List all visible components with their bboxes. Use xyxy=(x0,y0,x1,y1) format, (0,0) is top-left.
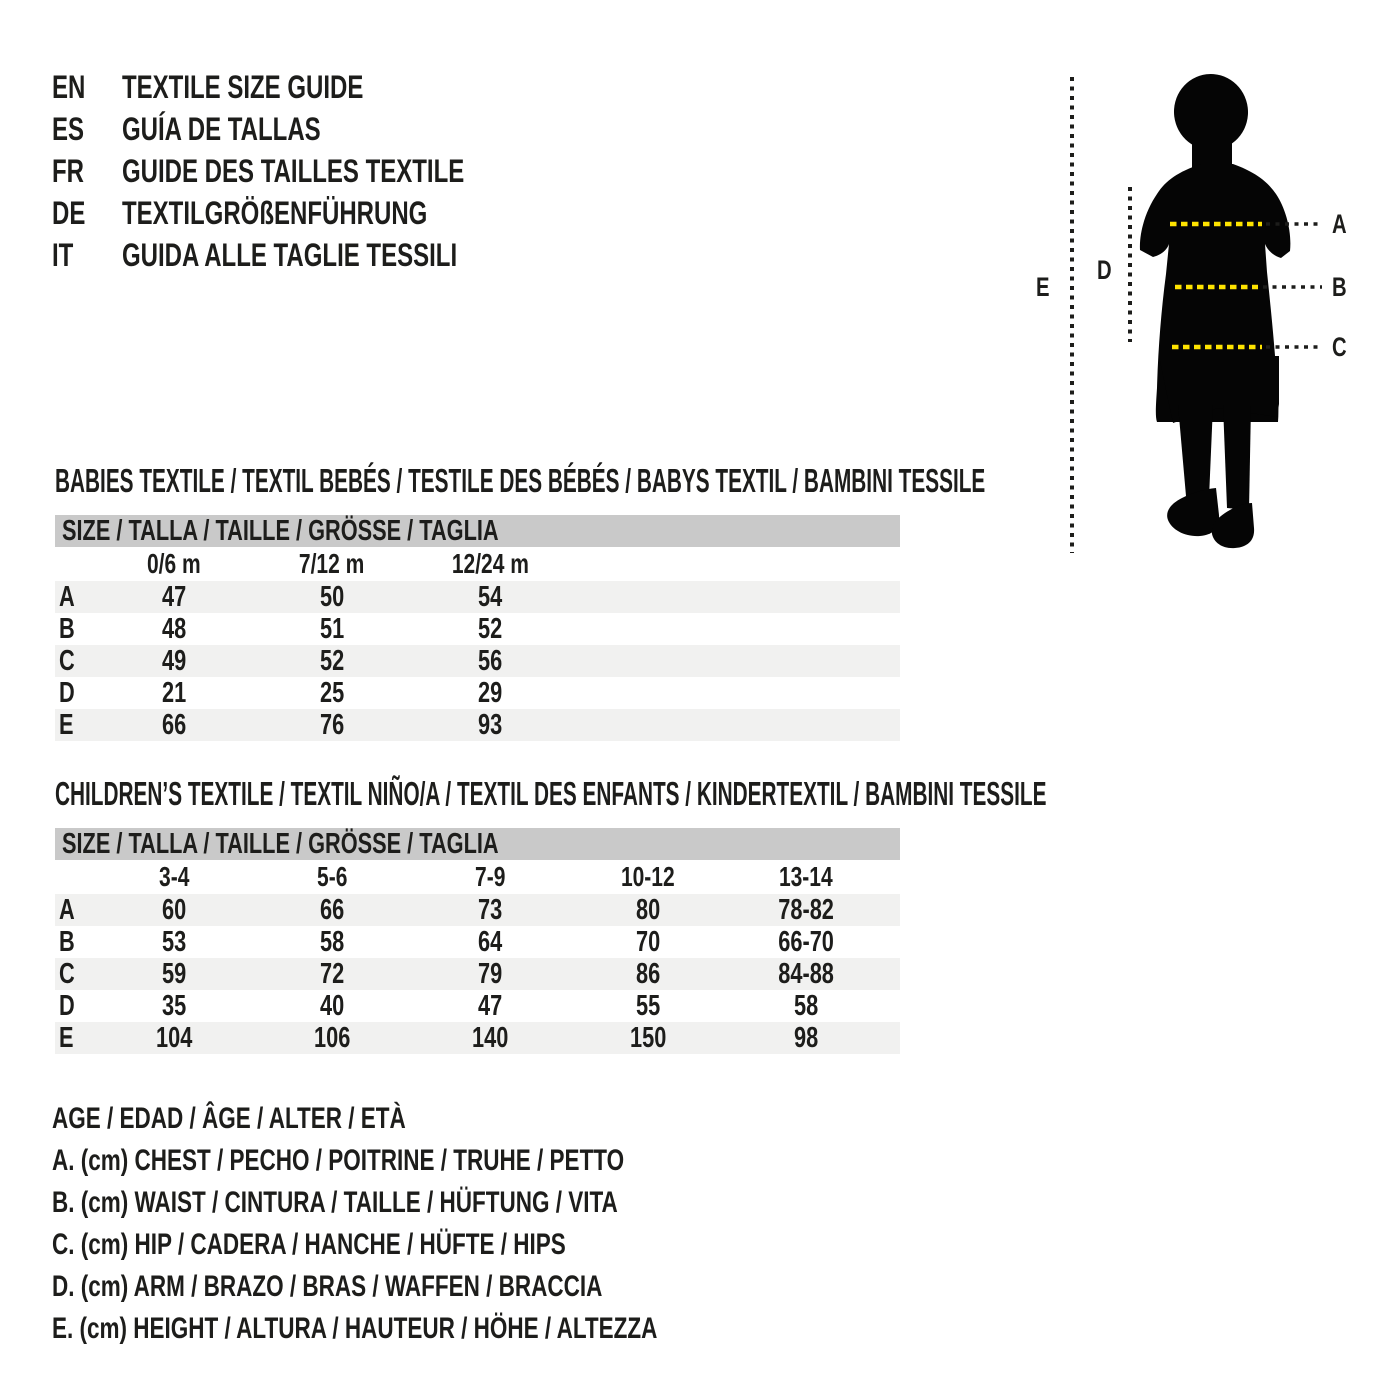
table-cell: 25 xyxy=(319,677,345,709)
language-code: FR xyxy=(52,153,84,189)
language-title: TEXTILE SIZE GUIDE xyxy=(122,69,364,105)
column-header: 13-14 xyxy=(779,861,833,892)
babies-section-title: BABIES TEXTILE / TEXTIL BEBÉS / TESTILE DES BÉBÉS / BABYS TEXTIL / BAMBINI TESSILE xyxy=(55,462,986,499)
row-label: D xyxy=(59,677,75,709)
table-cell: 78-82 xyxy=(778,894,834,926)
language-title: GUÍA DE TALLAS xyxy=(122,111,321,147)
table-cell: 51 xyxy=(319,613,345,645)
table-row xyxy=(55,926,900,958)
row-label: E xyxy=(59,1022,74,1054)
table-cell: 64 xyxy=(477,926,503,958)
language-row xyxy=(52,192,652,234)
child-silhouette-graphic xyxy=(1020,60,1400,580)
measurement-legend xyxy=(52,1098,859,1350)
row-label: C xyxy=(59,958,75,990)
table-cell: 55 xyxy=(635,990,661,1022)
table-row xyxy=(55,990,900,1022)
table-cell: 58 xyxy=(793,990,819,1022)
table-cell: 84-88 xyxy=(778,958,834,990)
measurement-figure xyxy=(1020,60,1400,580)
column-header: 7/12 m xyxy=(299,548,365,579)
column-header: 5-6 xyxy=(316,861,348,892)
legend-line-chest: A. (cm) CHEST / PECHO / POITRINE / TRUHE / PETTO xyxy=(52,1144,625,1177)
table-cell: 66 xyxy=(319,894,345,926)
children-section-title: CHILDREN’S TEXTILE / TEXTIL NIÑO/A / TEXTIL DES ENFANTS / KINDERTEXTIL / BAMBINI TESSILE xyxy=(55,775,1047,812)
figure-label-e: E xyxy=(1036,272,1050,302)
table-cell: 86 xyxy=(635,958,661,990)
column-header: 10-12 xyxy=(621,861,675,892)
table-cell: 21 xyxy=(161,677,187,709)
babies-column-headers xyxy=(55,547,900,581)
figure-label-b: B xyxy=(1332,272,1347,302)
table-cell: 56 xyxy=(477,645,503,677)
table-cell: 66-70 xyxy=(778,926,834,958)
table-cell: 150 xyxy=(629,1022,667,1054)
table-cell: 73 xyxy=(477,894,503,926)
language-title: GUIDE DES TAILLES TEXTILE xyxy=(122,153,465,189)
table-cell: 49 xyxy=(161,645,187,677)
table-cell: 104 xyxy=(155,1022,193,1054)
table-cell: 93 xyxy=(477,709,503,741)
row-label: C xyxy=(59,645,75,677)
table-cell: 53 xyxy=(161,926,187,958)
table-row xyxy=(55,581,900,613)
legend-line-waist: B. (cm) WAIST / CINTURA / TAILLE / HÜFTUNG / VITA xyxy=(52,1186,618,1219)
babies-table-header-bar: SIZE / TALLA / TAILLE / GRÖSSE / TAGLIA xyxy=(55,515,900,547)
table-row xyxy=(55,894,900,926)
language-code: ES xyxy=(52,111,85,147)
row-label: B xyxy=(59,613,75,645)
column-header: 3-4 xyxy=(158,861,190,892)
table-cell: 140 xyxy=(471,1022,509,1054)
table-row xyxy=(55,709,900,741)
language-row xyxy=(52,108,652,150)
row-label: A xyxy=(59,894,75,926)
column-header: 7-9 xyxy=(474,861,506,892)
row-label: D xyxy=(59,990,75,1022)
language-row xyxy=(52,150,652,192)
children-table-header-bar: SIZE / TALLA / TAILLE / GRÖSSE / TAGLIA xyxy=(55,828,900,860)
table-cell: 47 xyxy=(477,990,503,1022)
table-cell: 106 xyxy=(313,1022,351,1054)
table-cell: 80 xyxy=(635,894,661,926)
column-header: 0/6 m xyxy=(147,548,201,579)
table-cell: 50 xyxy=(319,581,345,613)
table-cell: 70 xyxy=(635,926,661,958)
table-row xyxy=(55,958,900,990)
table-row xyxy=(55,645,900,677)
table-cell: 54 xyxy=(477,581,503,613)
table-cell: 48 xyxy=(161,613,187,645)
table-cell: 58 xyxy=(319,926,345,958)
children-column-headers xyxy=(55,860,900,894)
row-label: B xyxy=(59,926,75,958)
legend-line-arm: D. (cm) ARM / BRAZO / BRAS / WAFFEN / BRACCIA xyxy=(52,1270,603,1303)
column-header: 12/24 m xyxy=(451,548,529,579)
language-title: TEXTILGRÖßENFÜHRUNG xyxy=(122,195,428,231)
table-cell: 52 xyxy=(319,645,345,677)
legend-line-hip: C. (cm) HIP / CADERA / HANCHE / HÜFTE / HIPS xyxy=(52,1228,566,1261)
children-size-table xyxy=(55,828,900,1054)
table-cell: 98 xyxy=(793,1022,819,1054)
language-code: IT xyxy=(52,237,74,273)
table-row xyxy=(55,1022,900,1054)
table-cell: 40 xyxy=(319,990,345,1022)
table-row xyxy=(55,677,900,709)
language-row xyxy=(52,234,652,276)
figure-label-c: C xyxy=(1332,332,1347,362)
legend-line-age: AGE / EDAD / ÂGE / ALTER / ETÀ xyxy=(52,1102,406,1135)
language-row xyxy=(52,66,652,108)
table-cell: 47 xyxy=(161,581,187,613)
table-cell: 79 xyxy=(477,958,503,990)
babies-size-table xyxy=(55,515,900,741)
figure-label-d: D xyxy=(1097,255,1112,285)
table-cell: 35 xyxy=(161,990,187,1022)
figure-label-a: A xyxy=(1332,209,1347,239)
language-header xyxy=(52,66,652,276)
table-cell: 72 xyxy=(319,958,345,990)
language-code: EN xyxy=(52,69,86,105)
row-label: A xyxy=(59,581,75,613)
table-cell: 59 xyxy=(161,958,187,990)
table-cell: 66 xyxy=(161,709,187,741)
table-row xyxy=(55,613,900,645)
row-label: E xyxy=(59,709,74,741)
table-cell: 60 xyxy=(161,894,187,926)
legend-line-height: E. (cm) HEIGHT / ALTURA / HAUTEUR / HÖHE / ALTEZZA xyxy=(52,1312,658,1345)
table-cell: 52 xyxy=(477,613,503,645)
table-cell: 29 xyxy=(477,677,503,709)
language-code: DE xyxy=(52,195,86,231)
language-title: GUIDA ALLE TAGLIE TESSILI xyxy=(122,237,458,273)
table-cell: 76 xyxy=(319,709,345,741)
